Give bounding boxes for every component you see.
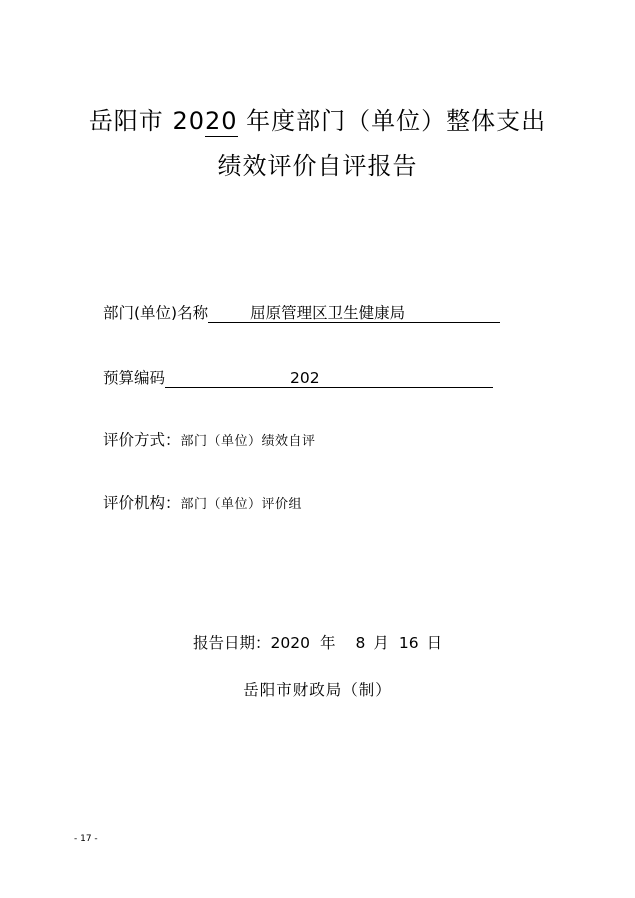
evaluation-method-field [103,430,316,452]
report-date [193,631,442,653]
page-number: - 17 - [74,834,98,844]
title-year-part-2: 20 [205,107,238,135]
budget-code-value: 202 [165,369,493,388]
report-date-label: 报告日期： [193,634,271,652]
evaluation-organization-label: 评价机构： [103,494,181,512]
department-name-value: 屈原管理区卫生健康局 [208,304,500,323]
evaluation-method-label: 评价方式： [103,431,181,449]
report-date-year-unit: 年 [319,634,336,652]
report-date-day-unit: 日 [426,634,443,652]
budget-code-field [103,368,493,388]
report-date-year: 2020 [270,634,310,652]
title-suffix: 年度部门（单位）整体支出 [237,107,547,135]
evaluation-method-value: 部门（单位）绩效自评 [180,434,316,449]
report-date-month-unit: 月 [373,634,389,652]
department-name-field [103,303,500,323]
report-date-month: 8 [355,634,366,652]
evaluation-organization-field [103,493,302,515]
report-title-line-1 [0,101,635,136]
issuer-line: 岳阳市财政局（制） [243,681,392,699]
title-year-part-1: 20 [172,107,205,135]
budget-code-label: 预算编码 [103,369,166,387]
report-date-day: 16 [398,634,419,652]
report-title-line-2: 绩效评价自评报告 [217,152,418,180]
evaluation-organization-value: 部门（单位）评价组 [180,497,303,512]
department-name-label: 部门(单位)名称 [103,304,209,322]
title-prefix: 岳阳市 [88,107,173,135]
